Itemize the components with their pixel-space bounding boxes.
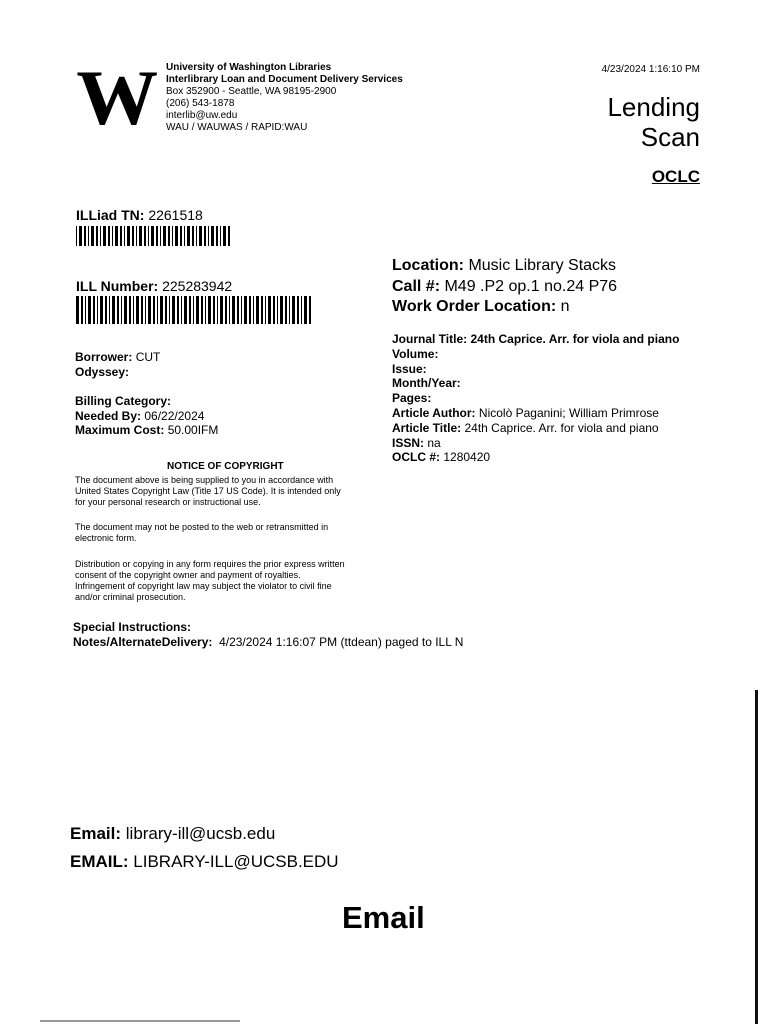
barcode-bar [277, 296, 278, 324]
barcode-bar [160, 296, 163, 324]
oclc-number-value: 1280420 [443, 450, 491, 465]
barcode-bar [220, 226, 221, 246]
barcode-bar [157, 296, 158, 324]
barcode-bar [304, 296, 307, 324]
barcode-bar [232, 296, 235, 324]
barcode-bar [145, 296, 146, 324]
barcode-bar [220, 296, 223, 324]
ill-number [76, 278, 232, 294]
ill-number-value: 225283942 [162, 278, 233, 294]
barcode-bar [163, 226, 166, 246]
barcode-bar [151, 226, 154, 246]
barcode-bar [208, 296, 211, 324]
call-number-label: Call #: [392, 277, 441, 295]
barcode-bar [76, 296, 79, 324]
barcode-bar [127, 226, 130, 246]
barcode-bar [292, 296, 295, 324]
barcode-bar [301, 296, 302, 324]
barcode-bar [280, 296, 283, 324]
barcode-bar [208, 226, 209, 246]
pages-label: Pages: [392, 391, 432, 406]
barcode-bar [241, 296, 242, 324]
illiad-tn-label: ILLiad TN: [76, 207, 145, 223]
barcode-bar [229, 296, 230, 324]
ill-number-label: ILL Number: [76, 278, 159, 294]
barcode-bar [180, 226, 182, 246]
barcode-bar [169, 296, 170, 324]
barcode-bar [132, 226, 134, 246]
copyright-line: The document may not be posted to the web or retransmitted in [75, 522, 329, 532]
org-email: interlib@uw.edu [166, 110, 238, 121]
org-name: University of Washington Libraries [166, 62, 332, 73]
barcode-bar [184, 226, 185, 246]
email-value: library-ill@ucsb.edu [125, 824, 276, 843]
barcode-bar [172, 226, 173, 246]
barcode-bar [105, 296, 107, 324]
barcode-bar [265, 296, 266, 324]
email-line [70, 824, 275, 844]
max-cost-label: Maximum Cost: [75, 423, 165, 437]
barcode-bar [117, 296, 119, 324]
barcode-bar [172, 296, 175, 324]
location-label: Location: [392, 257, 464, 274]
location-value: Music Library Stacks [468, 257, 617, 274]
barcode-bar [204, 226, 206, 246]
barcode-bar [100, 296, 103, 324]
copyright-line: electronic form. [75, 533, 137, 543]
print-timestamp: 4/23/2024 1:16:10 PM [601, 64, 700, 75]
email-upper-label: EMAIL: [70, 852, 129, 871]
barcode-bar [108, 226, 110, 246]
copyright-line: consent of the copyright owner and payment of royalties. [75, 570, 301, 580]
barcode-bar [93, 296, 95, 324]
journal-title-value: 24th Caprice. Arr. for viola and piano [470, 332, 680, 346]
delivery-method: Email [342, 900, 425, 935]
barcode-bar [213, 296, 215, 324]
barcode-bar [184, 296, 187, 324]
barcode-bar [249, 296, 251, 324]
copyright-line: United States Copyright Law (Title 17 US Code). It is intended only [75, 486, 341, 496]
notes-label: Notes/AlternateDelivery: [73, 634, 213, 649]
call-number-value: M49 .P2 op.1 no.24 P76 [444, 277, 618, 295]
barcode-bar [201, 296, 203, 324]
barcode-bar [88, 296, 91, 324]
article-author-label: Article Author: [392, 405, 476, 420]
uw-logo: W [76, 54, 152, 141]
article-author-value: Nicolò Paganini; William Primrose [478, 405, 659, 420]
barcode-bar [211, 226, 214, 246]
barcode-bar [268, 296, 271, 324]
barcode-bar [237, 296, 239, 324]
barcode-bar [192, 226, 194, 246]
barcode-bar [124, 296, 127, 324]
barcode-bar [121, 296, 122, 324]
barcode-bar [193, 296, 194, 324]
barcode-bar [100, 226, 101, 246]
barcode-bar [189, 296, 191, 324]
barcode-bar [144, 226, 146, 246]
request-type-line1: Lending [607, 92, 700, 122]
barcode-bar [88, 226, 89, 246]
barcode-bar [289, 296, 290, 324]
barcode-bar [156, 226, 158, 246]
barcode-bar [309, 296, 311, 324]
email-upper-line [70, 852, 339, 872]
notes-value: 4/23/2024 1:16:07 PM (ttdean) paged to ILL N [219, 634, 464, 649]
barcode-bar [85, 296, 86, 324]
barcode-bar [109, 296, 110, 324]
email-label: Email: [70, 824, 122, 843]
volume-label: Volume: [392, 346, 439, 361]
barcode-bar [96, 226, 98, 246]
copyright-line: The document above is being supplied to you in accordance with [75, 475, 334, 485]
copyright-title: NOTICE OF COPYRIGHT [167, 461, 284, 472]
org-symbols: WAU / WAUWAS / RAPID:WAU [166, 122, 308, 133]
barcode-bar [91, 226, 94, 246]
barcode-bar [199, 226, 202, 246]
org-phone: (206) 543-1878 [166, 98, 235, 109]
barcode-bar [81, 296, 83, 324]
barcode-bar [136, 296, 139, 324]
barcode-bar [196, 296, 199, 324]
barcode-bar [175, 226, 178, 246]
barcode-bar [285, 296, 287, 324]
barcode-bar [187, 226, 190, 246]
barcode-bar [217, 296, 218, 324]
barcode-bar [115, 226, 118, 246]
work-order-value: n [560, 298, 570, 315]
barcode-bar [124, 226, 125, 246]
article-title-value: 24th Caprice. Arr. for viola and piano [464, 420, 659, 435]
needed-by-label: Needed By: [75, 408, 142, 423]
work-order-label: Work Order Location: [392, 298, 557, 315]
illiad-tn-value: 2261518 [148, 207, 203, 223]
special-instructions-label: Special Instructions: [73, 620, 192, 634]
request-type [607, 92, 700, 152]
copyright-paragraph-3 [75, 559, 345, 603]
barcode-bar [225, 296, 227, 324]
journal-title-label: Journal Title: [392, 332, 468, 346]
citation-block [392, 332, 679, 465]
library-address-block [166, 62, 403, 134]
instructions-block [73, 620, 463, 649]
barcode-bar [223, 226, 226, 246]
barcode-bar [133, 296, 134, 324]
illiad-tn-barcode [76, 226, 232, 246]
max-cost-value: 50.00IFM [167, 423, 219, 437]
barcode-bar [120, 226, 122, 246]
org-address: Box 352900 - Seattle, WA 98195-2900 [166, 86, 337, 97]
needed-by-value: 06/22/2024 [144, 408, 205, 423]
borrower-block [75, 350, 160, 379]
barcode-bar [112, 226, 113, 246]
scan-edge-bottom [40, 1020, 240, 1022]
system-label: OCLC [651, 167, 700, 186]
copyright-paragraph-1 [75, 475, 341, 508]
borrower-label: Borrower: [75, 350, 133, 364]
barcode-bar [148, 296, 151, 324]
barcode-bar [177, 296, 179, 324]
issue-label: Issue: [392, 361, 427, 376]
scan-edge [755, 690, 758, 1024]
barcode-bar [297, 296, 299, 324]
barcode-bar [196, 226, 197, 246]
copyright-line: and/or criminal prosecution. [75, 592, 186, 602]
barcode-bar [153, 296, 155, 324]
barcode-bar [168, 226, 170, 246]
billing-category-label: Billing Category: [75, 394, 172, 408]
barcode-bar [273, 296, 275, 324]
barcode-bar [205, 296, 206, 324]
barcode-bar [148, 226, 149, 246]
barcode-bar [160, 226, 161, 246]
article-title-label: Article Title: [392, 420, 462, 435]
barcode-bar [253, 296, 254, 324]
email-upper-value: LIBRARY-ILL@UCSB.EDU [133, 852, 339, 871]
barcode-bar [181, 296, 182, 324]
barcode-bar [139, 226, 142, 246]
oclc-number-label: OCLC #: [392, 450, 440, 465]
barcode-bar [216, 226, 218, 246]
barcode-bar [228, 226, 230, 246]
billing-block [75, 394, 218, 438]
copyright-line: Infringement of copyright law may subject the violator to civil fine [75, 581, 332, 591]
barcode-bar [79, 226, 82, 246]
odyssey-label: Odyssey: [75, 364, 130, 379]
barcode-bar [256, 296, 259, 324]
barcode-bar [129, 296, 131, 324]
barcode-bar [165, 296, 167, 324]
location-block [392, 256, 617, 318]
copyright-paragraph-2 [75, 522, 328, 544]
issn-label: ISSN: [392, 435, 425, 450]
month-year-label: Month/Year: [392, 376, 461, 391]
copyright-line: for your personal research or instructional use. [75, 497, 261, 507]
request-type-line2: Scan [640, 122, 700, 152]
barcode-bar [112, 296, 115, 324]
barcode-bar [84, 226, 86, 246]
barcode-bar [103, 226, 106, 246]
illiad-tn [76, 207, 203, 223]
org-department: Interlibrary Loan and Document Delivery Services [166, 74, 403, 85]
borrower-value: CUT [135, 350, 161, 364]
barcode-bar [261, 296, 263, 324]
barcode-bar [97, 296, 98, 324]
barcode-bar [244, 296, 247, 324]
barcode-bar [136, 226, 137, 246]
barcode-bar [141, 296, 143, 324]
copyright-line: Distribution or copying in any form requires the prior express written [75, 559, 345, 569]
barcode-bar [76, 226, 77, 246]
issn-value: na [427, 435, 441, 450]
ill-number-barcode [76, 296, 314, 324]
